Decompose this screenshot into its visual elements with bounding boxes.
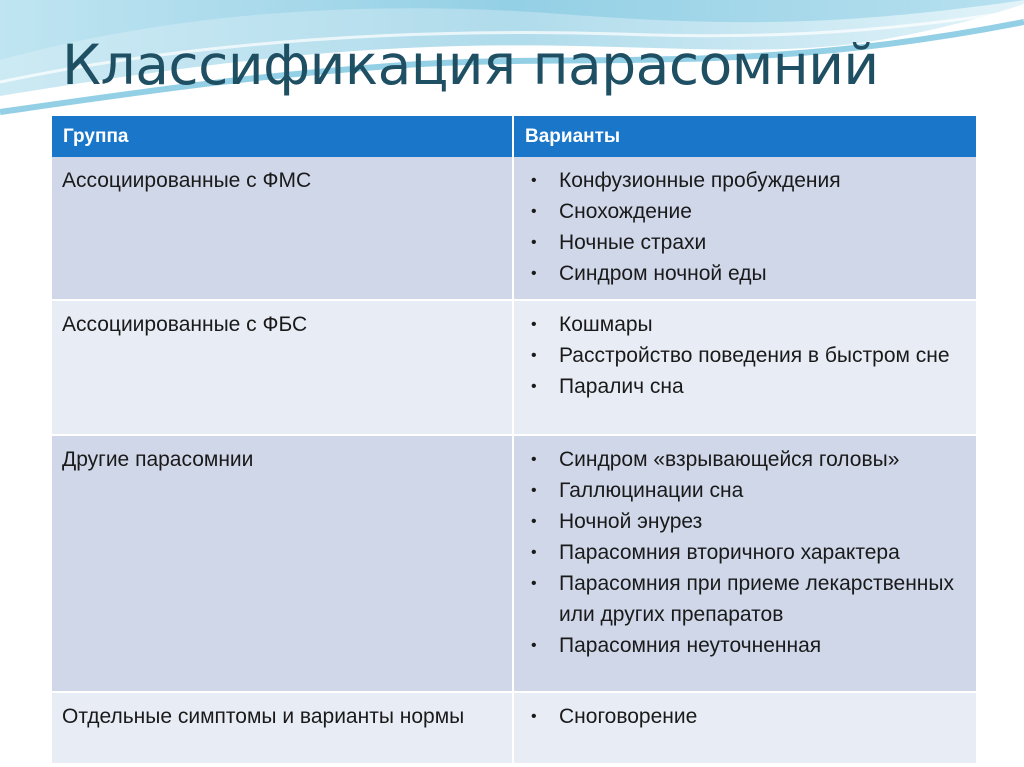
bullet-icon: •: [531, 234, 537, 251]
variants-list: [524, 444, 970, 661]
list-item: [524, 227, 970, 258]
bullet-icon: •: [531, 544, 537, 561]
group-cell: Ассоциированные с ФМС: [52, 157, 513, 300]
bullet-icon: •: [531, 482, 537, 499]
variant-label: Конфузионные пробуждения: [559, 169, 841, 192]
variant-label: Галлюцинации сна: [559, 479, 744, 502]
variant-label: Парасомния при приеме лекарственных или других препаратов: [559, 572, 954, 626]
variant-label: Ночные страхи: [559, 231, 707, 254]
variants-list: [524, 165, 970, 289]
bullet-icon: •: [531, 575, 537, 592]
bullet-icon: •: [531, 637, 537, 654]
bullet-icon: •: [531, 265, 537, 282]
group-cell: Отдельные симптомы и варианты нормы: [52, 692, 513, 764]
column-header-group: Группа: [52, 116, 513, 157]
variants-cell: [513, 300, 976, 435]
variant-label: Снохождение: [559, 200, 692, 223]
list-item: [524, 371, 970, 402]
variants-list: [524, 701, 970, 732]
variants-list: [524, 309, 970, 402]
variant-label: Сноговорение: [559, 705, 698, 728]
list-item: [524, 506, 970, 537]
list-item: [524, 258, 970, 289]
group-cell: Ассоциированные с ФБС: [52, 300, 513, 435]
bullet-icon: •: [531, 708, 537, 725]
variant-label: Кошмары: [559, 313, 653, 336]
column-header-variants: Варианты: [513, 116, 976, 157]
table-row: [52, 435, 976, 692]
bullet-icon: •: [531, 316, 537, 333]
variant-label: Синдром ночной еды: [559, 262, 767, 285]
table-row: [52, 300, 976, 435]
variant-label: Парасомния неуточненная: [559, 634, 822, 657]
table-row: [52, 157, 976, 300]
list-item: [524, 475, 970, 506]
bullet-icon: •: [531, 451, 537, 468]
table-header-row: [52, 116, 976, 157]
list-item: [524, 701, 970, 732]
variants-cell: [513, 157, 976, 300]
classification-table: [52, 116, 976, 765]
slide-title: Классификация парасомний: [62, 33, 879, 97]
list-item: [524, 568, 970, 630]
variant-label: Синдром «взрывающейся головы»: [559, 448, 900, 471]
list-item: [524, 537, 970, 568]
variant-label: Парасомния вторичного характера: [559, 541, 900, 564]
variants-cell: [513, 435, 976, 692]
group-cell: Другие парасомнии: [52, 435, 513, 692]
list-item: [524, 196, 970, 227]
bullet-icon: •: [531, 513, 537, 530]
list-item: [524, 630, 970, 661]
variant-label: Паралич сна: [559, 375, 684, 398]
list-item: [524, 444, 970, 475]
list-item: [524, 165, 970, 196]
bullet-icon: •: [531, 347, 537, 364]
bullet-icon: •: [531, 378, 537, 395]
list-item: [524, 309, 970, 340]
list-item: [524, 340, 970, 371]
variant-label: Расстройство поведения в быстром сне: [559, 344, 950, 367]
table-row: [52, 692, 976, 764]
bullet-icon: •: [531, 203, 537, 220]
variants-cell: [513, 692, 976, 764]
variant-label: Ночной энурез: [559, 510, 703, 533]
bullet-icon: •: [531, 172, 537, 189]
